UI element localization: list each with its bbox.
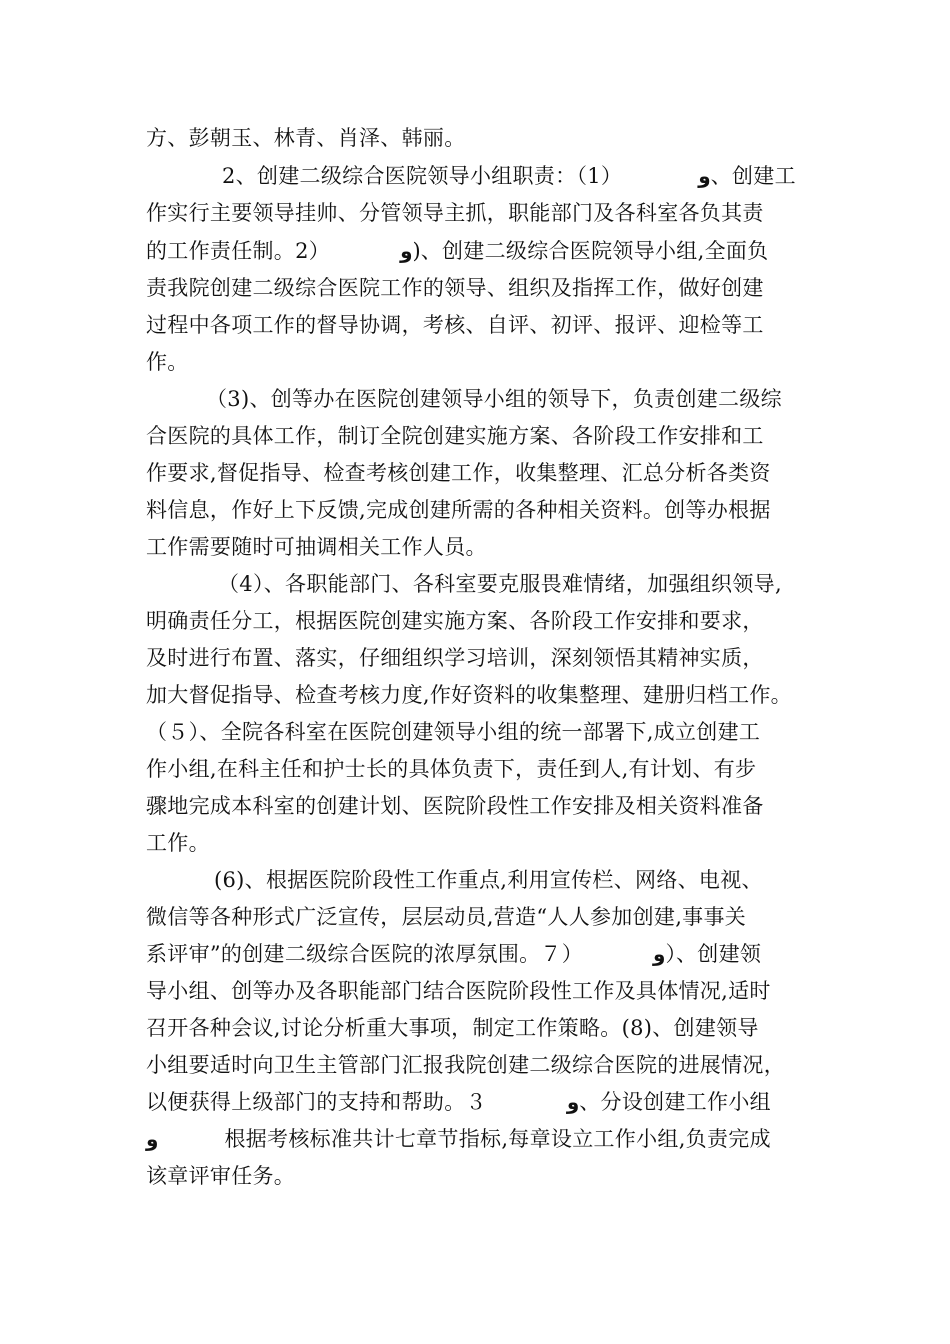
text-run: 系评审”的创建二级综合医院的浓厚氛围。７） <box>146 942 584 966</box>
text-run: 小组要适时向卫生主管部门汇报我院创建二级综合医院的进展情况， <box>146 1053 785 1077</box>
text-run: 骤地完成本科室的创建计划、医院阶段性工作安排及相关资料准备 <box>146 794 764 818</box>
text-run: 料信息，作好上下反馈,完成创建所需的各种相关资料。创等办根据 <box>146 498 771 522</box>
text-line <box>146 607 764 635</box>
text-line <box>146 348 189 376</box>
text-line <box>146 1088 771 1116</box>
text-run: 工作。 <box>146 831 210 855</box>
text-line <box>146 274 764 302</box>
text-run: 根据考核标准共计七章节指标,每章设立工作小组,负责完成 <box>224 1127 771 1151</box>
text-run: 加大督促指导、检查考核力度,作好资料的收集整理、建册归档工作。 <box>146 683 792 707</box>
text-run: 的工作责任制。2） <box>146 239 331 263</box>
text-run: 导小组、创等办及各职能部门结合医院阶段性工作及具体情况,适时 <box>146 979 771 1003</box>
stray-mark: و <box>146 1127 159 1151</box>
text-line <box>146 903 746 931</box>
text-run: （4）、各职能部门、各科室要克服畏难情绪，加强组织领导, <box>218 572 782 596</box>
text-run: 、创建工 <box>710 164 796 188</box>
text-line <box>146 718 760 746</box>
text-run: 作小组,在科主任和护士长的具体负责下，责任到人,有计划、有步 <box>146 757 757 781</box>
text-run: 过程中各项工作的督导协调，考核、自评、初评、报评、迎检等工 <box>146 313 764 337</box>
stray-mark: و <box>400 239 413 263</box>
text-line <box>146 829 210 857</box>
text-line <box>146 977 771 1005</box>
text-line <box>146 940 761 968</box>
text-line <box>146 1014 759 1042</box>
text-line <box>146 422 764 450</box>
text-run: 工作需要随时可抽调相关工作人员。 <box>146 535 487 559</box>
text-line <box>146 1162 295 1190</box>
text-run: )、创建二级综合医院领导小组,全面负 <box>412 239 769 263</box>
text-run: 该章评审任务。 <box>146 1164 296 1188</box>
text-run: 方、彭朝玉、林青、肖泽、韩丽。 <box>146 126 466 150</box>
text-run: 、分设创建工作小组 <box>579 1090 771 1114</box>
text-line <box>146 792 764 820</box>
text-line <box>146 199 764 227</box>
text-line <box>146 237 768 265</box>
stray-mark: و <box>653 942 666 966</box>
text-line <box>146 1051 785 1079</box>
text-run: 作实行主要领导挂帅、分管领导主抓，职能部门及各科室各负其责 <box>146 201 764 225</box>
text-run: ）、创建领 <box>665 942 762 966</box>
text-line <box>146 496 771 524</box>
text-run: 合医院的具体工作，制订全院创建实施方案、各阶段工作安排和工 <box>146 424 764 448</box>
text-line <box>146 681 792 709</box>
text-line <box>146 124 466 152</box>
text-run: 明确责任分工，根据医院创建实施方案、各阶段工作安排和要求， <box>146 609 764 633</box>
text-line <box>146 755 756 783</box>
text-run: 作要求,督促指导、检查考核创建工作，收集整理、汇总分析各类资 <box>146 461 771 485</box>
text-line <box>214 866 763 894</box>
text-line <box>146 644 764 672</box>
text-run: （５）、全院各科室在医院创建领导小组的统一部署下,成立创建工 <box>146 720 761 744</box>
text-line <box>206 385 782 413</box>
text-line <box>218 570 782 598</box>
text-line <box>222 162 796 190</box>
stray-mark: و <box>566 1090 580 1114</box>
text-line <box>146 459 771 487</box>
text-run: 召开各种会议,讨论分析重大事项，制定工作策略。(8)、创建领导 <box>146 1016 759 1040</box>
text-run: （3)、创等办在医院创建领导小组的领导下，负责创建二级综 <box>206 387 782 411</box>
text-run: 及时进行布置、落实，仔细组织学习培训，深刻领悟其精神实质， <box>146 646 764 670</box>
text-line <box>146 311 764 339</box>
text-run: 责我院创建二级综合医院工作的领导、组织及指挥工作，做好创建 <box>146 276 764 300</box>
text-line <box>146 1125 771 1153</box>
text-run: 2、创建二级综合医院领导小组职责：（1） <box>222 164 623 188</box>
text-run: 作。 <box>146 350 189 374</box>
text-run: (6)、根据医院阶段性工作重点,利用宣传栏、网络、电视、 <box>214 868 763 892</box>
stray-mark: و <box>698 164 711 188</box>
text-run: 以便获得上级部门的支持和帮助。３ <box>146 1090 487 1114</box>
text-run: 微信等各种形式广泛宣传，层层动员,营造“人人参加创建,事事关 <box>146 905 747 929</box>
text-line <box>146 533 487 561</box>
